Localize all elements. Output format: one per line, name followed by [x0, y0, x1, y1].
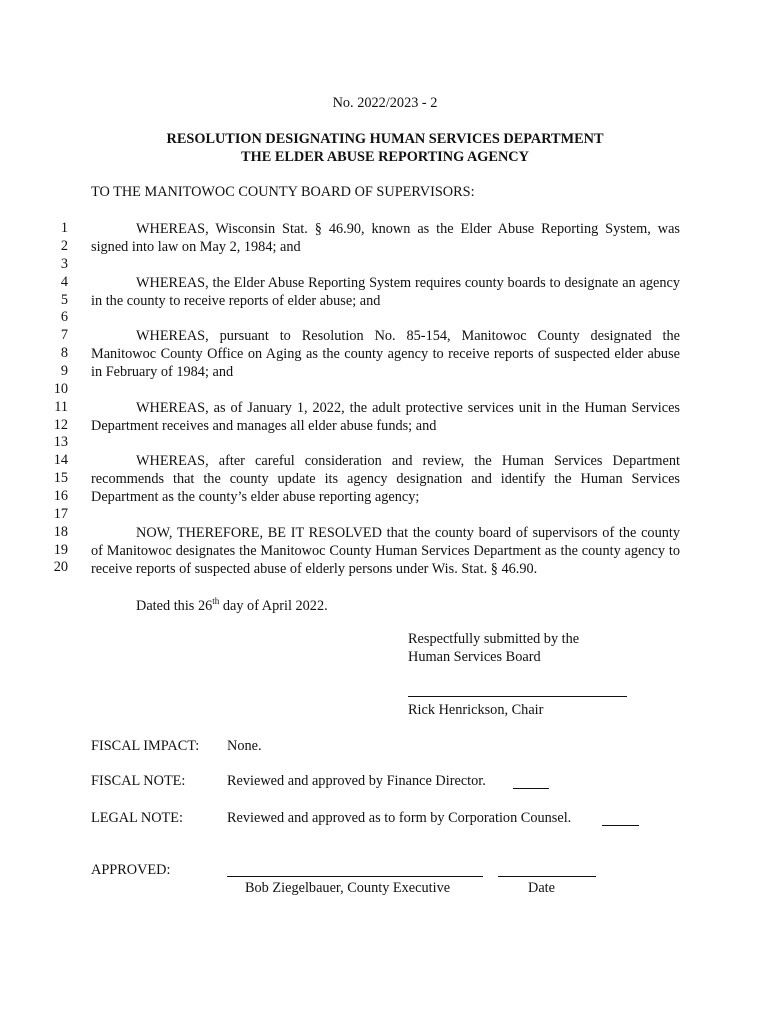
chair-signature-line [408, 696, 627, 697]
line-number: 9 [60, 363, 68, 379]
line-number: 4 [60, 274, 68, 290]
finance-director-initial-line [513, 788, 549, 789]
resolution-title-line-2: THE ELDER ABUSE REPORTING AGENCY [241, 149, 529, 165]
fiscal-impact-value: None. [227, 738, 262, 754]
line-number: 2 [60, 238, 68, 254]
fiscal-note-label: FISCAL NOTE: [91, 773, 186, 789]
line-number: 6 [60, 309, 68, 325]
resolution-title-line-1: RESOLUTION DESIGNATING HUMAN SERVICES DEPARTMENT [166, 131, 604, 147]
legal-note-value: Reviewed and approved as to form by Corporation Counsel. [227, 810, 572, 826]
paragraph-text: WHEREAS, as of January 1, 2022, the adult protective services unit in the Human Services Department receives and manages all elder abuse funds; and [91, 400, 680, 434]
paragraph-text: WHEREAS, after careful consideration and review, the Human Services Department recommends that the county update its agency designation and identify the Human Services Department as the county’s elder abuse reporting agency; [91, 453, 680, 505]
corporation-counsel-initial-line [602, 825, 639, 826]
dated-superscript: th [212, 596, 220, 606]
resolution-number: No. 2022/2023 - 2 [332, 95, 438, 111]
fiscal-note-value: Reviewed and approved by Finance Director. [227, 773, 486, 789]
paragraph-text: NOW, THEREFORE, BE IT RESOLVED that the county board of supervisors of the county of Manitowoc designates the Manitowoc County Human Services Department as the county agency to receive reports of suspected abuse of elderly persons under Wis. Stat. § 46.90. [91, 525, 680, 577]
line-number: 20 [53, 559, 68, 575]
submitted-by-line-1: Respectfully submitted by the [408, 631, 580, 647]
dated-prefix: Dated this 26 [136, 597, 213, 614]
chair-name: Rick Henrickson, Chair [408, 702, 544, 718]
line-number: 14 [53, 452, 68, 468]
line-number: 13 [53, 434, 68, 450]
dated-suffix: day of April 2022. [219, 597, 328, 614]
approved-label: APPROVED: [91, 862, 171, 878]
submitted-by-line-2: Human Services Board [408, 649, 541, 665]
executive-name: Bob Ziegelbauer, County Executive [245, 880, 451, 896]
line-number: 18 [53, 524, 68, 540]
line-number: 15 [53, 470, 68, 486]
date-signature-line [498, 876, 596, 877]
line-number: 11 [54, 399, 68, 415]
line-number: 7 [60, 327, 68, 343]
line-number: 16 [53, 488, 68, 504]
paragraph-text: WHEREAS, Wisconsin Stat. § 46.90, known as the Elder Abuse Reporting System, was signed into law on May 2, 1984; and [91, 221, 680, 255]
line-number: 8 [60, 345, 68, 361]
paragraph-text: WHEREAS, pursuant to Resolution No. 85-154, Manitowoc County designated the Manitowoc County Office on Aging as the county agency to receive reports of suspected elder abuse in February of 1984; and [91, 328, 680, 380]
legal-note-label: LEGAL NOTE: [91, 810, 183, 826]
whereas-paragraph-3 [91, 327, 680, 381]
line-number: 10 [53, 381, 68, 397]
resolved-paragraph [91, 524, 680, 578]
whereas-paragraph-5 [91, 452, 680, 506]
line-number: 19 [53, 542, 68, 558]
executive-signature-line [227, 876, 483, 877]
line-number: 5 [60, 292, 68, 308]
whereas-paragraph-1 [91, 220, 680, 256]
line-number: 3 [60, 256, 68, 272]
paragraph-text: WHEREAS, the Elder Abuse Reporting System requires county boards to designate an agency in the county to receive reports of elder abuse; and [91, 275, 680, 309]
addressee: TO THE MANITOWOC COUNTY BOARD OF SUPERVISORS: [91, 184, 475, 200]
fiscal-impact-label: FISCAL IMPACT: [91, 738, 200, 754]
dated-line [136, 596, 328, 615]
line-number: 1 [60, 220, 68, 236]
line-number: 12 [53, 417, 68, 433]
whereas-paragraph-4 [91, 399, 680, 435]
whereas-paragraph-2 [91, 274, 680, 310]
line-number: 17 [53, 506, 68, 522]
date-label: Date [528, 880, 555, 896]
